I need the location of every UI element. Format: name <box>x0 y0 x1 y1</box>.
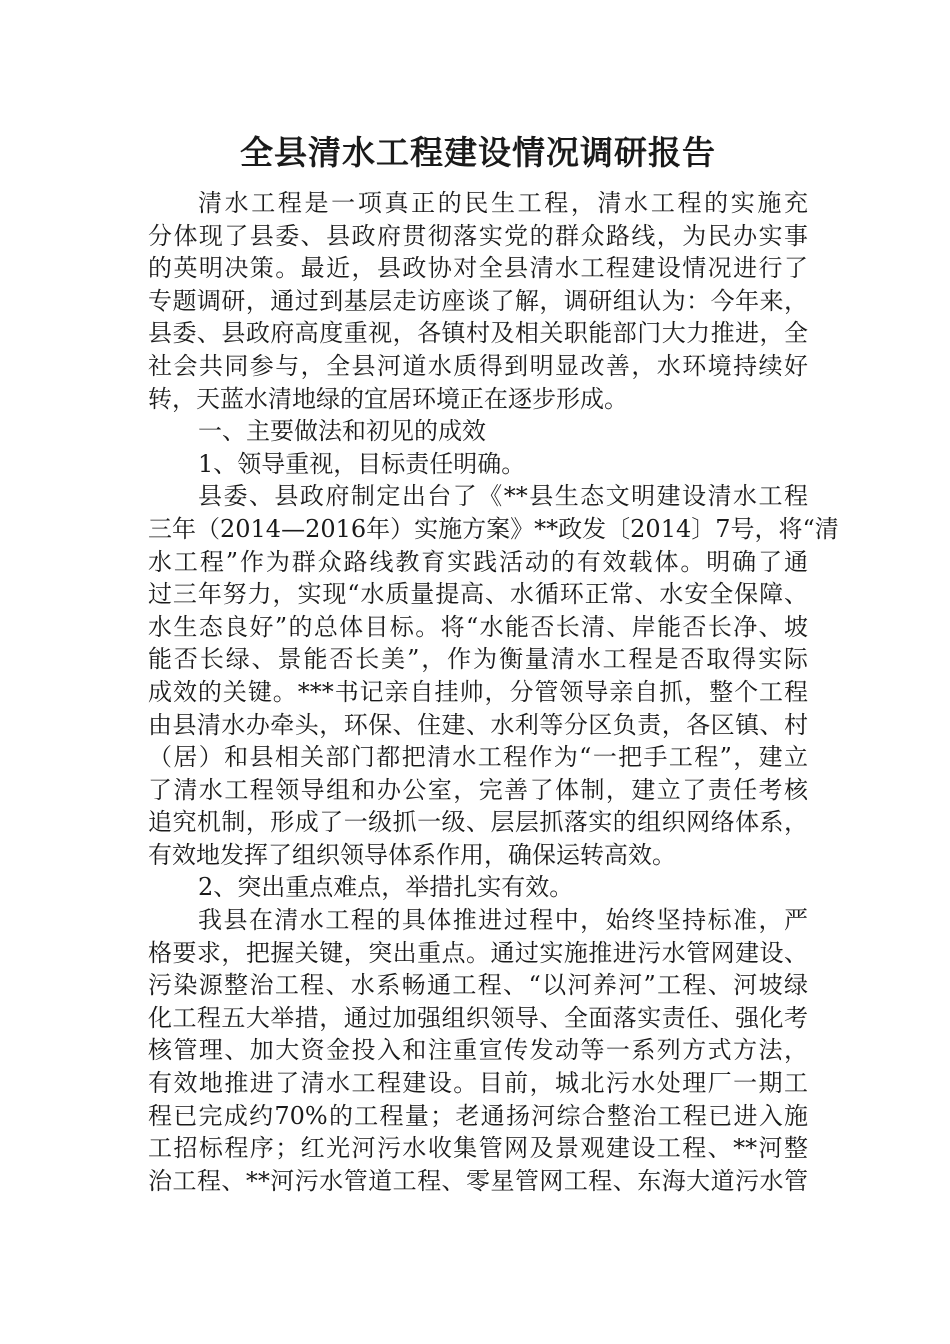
section-heading: 一、主要做法和初见的成效 <box>198 417 486 446</box>
paragraph-line: 化工程五大举措，通过加强组织领导、全面落实责任、强化考 <box>148 1003 808 1032</box>
paragraph-line: 三年（2014—2016年）实施方案》**政发〔2014〕7号，将“清 <box>148 514 839 543</box>
paragraph-line: 追究机制，形成了一级抓一级、层层抓落实的组织网络体系， <box>148 808 808 837</box>
paragraph-line: 转，天蓝水清地绿的宜居环境正在逐步形成。 <box>148 384 628 413</box>
document-title: 全县清水工程建设情况调研报告 <box>240 133 716 172</box>
subsection-heading: 2、突出重点难点，举措扎实有效。 <box>198 873 574 902</box>
document-body <box>148 187 839 1197</box>
paragraph-line: 了清水工程领导组和办公室，完善了体制，建立了责任考核 <box>148 775 808 804</box>
document-page <box>148 128 839 1197</box>
paragraph-line: 由县清水办牵头，环保、住建、水利等分区负责，各区镇、村 <box>148 710 808 739</box>
paragraph-line: 水生态良好”的总体目标。将“水能否长清、岸能否长净、坡 <box>148 612 808 641</box>
paragraph-line: 有效地发挥了组织领导体系作用，确保运转高效。 <box>148 840 676 869</box>
paragraph-line: 我县在清水工程的具体推进过程中，始终坚持标准，严 <box>198 906 808 935</box>
paragraph-line: 核管理、加大资金投入和注重宣传发动等一系列方式方法， <box>148 1036 808 1065</box>
paragraph-line: 社会共同参与，全县河道水质得到明显改善，水环境持续好 <box>148 351 808 380</box>
paragraph-line: 县委、县政府高度重视，各镇村及相关职能部门大力推进，全 <box>148 319 808 348</box>
paragraph-line: 县委、县政府制定出台了《**县生态文明建设清水工程 <box>198 482 808 511</box>
paragraph-line: 工招标程序；红光河污水收集管网及景观建设工程、**河整 <box>148 1134 808 1163</box>
paragraph-line: 治工程、**河污水管道工程、零星管网工程、东海大道污水管 <box>148 1166 808 1195</box>
paragraph-line: 能否长绿、景能否长美”，作为衡量清水工程是否取得实际 <box>148 645 808 674</box>
paragraph-line: 分体现了县委、县政府贯彻落实党的群众路线，为民办实事 <box>148 221 808 250</box>
paragraph-line: 成效的关键。***书记亲自挂帅，分管领导亲自抓，整个工程 <box>148 677 808 706</box>
paragraph-line: 的英明决策。最近，县政协对全县清水工程建设情况进行了 <box>148 254 808 283</box>
paragraph-line: （居）和县相关部门都把清水工程作为“一把手工程”，建立 <box>148 743 808 772</box>
paragraph-line: 水工程”作为群众路线教育实践活动的有效载体。明确了通 <box>148 547 808 576</box>
paragraph-line: 过三年努力，实现“水质量提高、水循环正常、水安全保障、 <box>148 580 808 609</box>
paragraph-line: 专题调研，通过到基层走访座谈了解，调研组认为：今年来， <box>148 286 808 315</box>
subsection-heading: 1、领导重视，目标责任明确。 <box>198 449 526 478</box>
paragraph-line: 程已完成约70%的工程量；老通扬河综合整治工程已进入施 <box>148 1101 808 1130</box>
paragraph-line: 格要求，把握关键，突出重点。通过实施推进污水管网建设、 <box>148 938 808 967</box>
paragraph-line: 清水工程是一项真正的民生工程，清水工程的实施充 <box>198 189 808 217</box>
paragraph-line: 污染源整治工程、水系畅通工程、“以河养河”工程、河坡绿 <box>148 971 808 1000</box>
paragraph-line: 有效地推进了清水工程建设。目前，城北污水处理厂一期工 <box>148 1069 808 1098</box>
